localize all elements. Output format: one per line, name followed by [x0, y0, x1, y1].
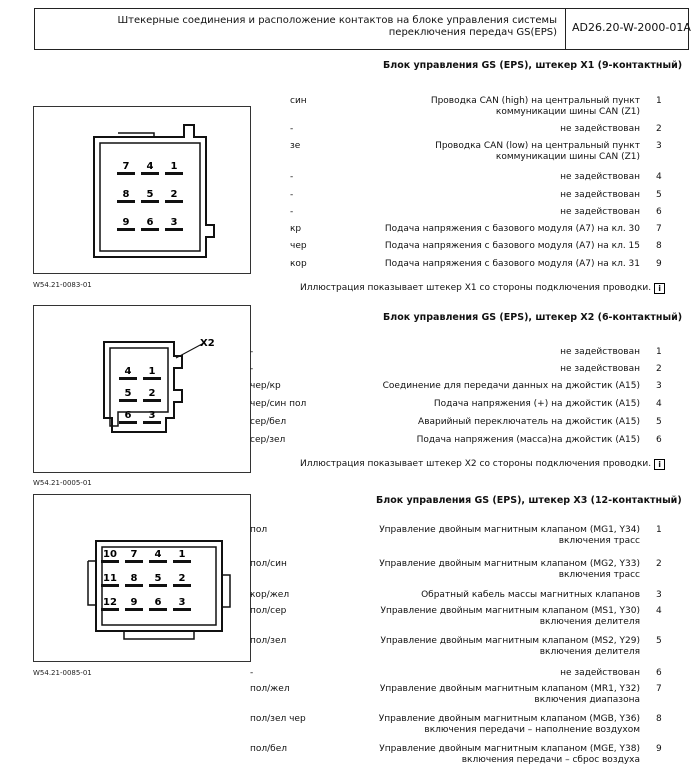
pin-description: не задействован: [560, 364, 640, 374]
pin-label: 6: [146, 217, 154, 228]
pin-label: 4: [124, 366, 132, 377]
pin-label: 2: [178, 573, 186, 584]
pin-number: 5: [656, 636, 662, 646]
pin-label: 11: [103, 573, 117, 584]
pin-slot: [173, 560, 191, 563]
pin-slot: [143, 421, 161, 424]
connector-x3-drawing: [34, 495, 250, 661]
pin-slot: [125, 584, 143, 587]
pin-slot: [141, 228, 159, 231]
wire-color: -: [250, 347, 254, 357]
pin-description: Обратный кабель массы магнитных клапанов: [421, 590, 640, 600]
wire-color: чер/кр: [250, 381, 281, 391]
pin-label: 7: [122, 161, 130, 172]
pin-description: Управление двойным магнитным клапаном (MR1, Y32) включения диапазона: [379, 684, 640, 705]
diagram-code-x2: W54.21-0005-01: [33, 479, 92, 487]
pin-label: 4: [146, 161, 154, 172]
pin-label: 5: [154, 573, 162, 584]
pin-label: 8: [122, 189, 130, 200]
wire-color: син: [290, 96, 307, 106]
wire-color: -: [290, 207, 294, 217]
pin-description: Управление двойным магнитным клапаном (MS2, Y29) включения делителя: [380, 636, 640, 657]
pin-slot: [101, 584, 119, 587]
pin-number: 7: [656, 224, 662, 234]
wire-color: пол/бел: [250, 744, 288, 754]
pin-row: [250, 744, 670, 766]
wire-color: -: [290, 172, 294, 182]
pin-label: 12: [103, 597, 117, 608]
pin-slot: [173, 584, 191, 587]
pin-label: 3: [148, 410, 156, 421]
pin-number: 3: [656, 141, 662, 151]
pin-number: 3: [656, 381, 662, 391]
pin-slot: [143, 399, 161, 402]
connector-x1-drawing: [34, 107, 250, 273]
pin-label: 6: [154, 597, 162, 608]
pin-slot: [117, 172, 135, 175]
pin-description: не задействован: [560, 668, 640, 678]
section-title-x1: Блок управления GS (EPS), штекер X1 (9-контактный): [383, 60, 683, 71]
pin-row: [290, 96, 670, 118]
pin-label: 8: [130, 573, 138, 584]
pin-row: [250, 417, 670, 428]
pin-number: 2: [656, 559, 662, 569]
connector-x2-drawing: [34, 306, 250, 472]
wire-color: -: [250, 364, 254, 374]
pin-slot: [119, 377, 137, 380]
pin-number: 5: [656, 190, 662, 200]
pin-number: 3: [656, 590, 662, 600]
note-x1-text: Иллюстрация показывает штекер X1 со стороны подключения проводки.: [300, 283, 652, 293]
info-icon: i: [654, 459, 665, 470]
pin-number: 8: [656, 714, 662, 724]
pin-slot: [101, 608, 119, 611]
pin-row: [250, 590, 670, 601]
pin-label: 9: [122, 217, 130, 228]
connector-x2-diagram: [33, 305, 251, 473]
pin-row: [250, 399, 670, 410]
pin-description: Аварийный переключатель на джойстик (A15): [418, 417, 640, 427]
wire-color: сер/бел: [250, 417, 287, 427]
pin-slot: [117, 228, 135, 231]
pin-label: 10: [103, 549, 117, 560]
pin-description: Соединение для передачи данных на джойстик (A15): [382, 381, 640, 391]
document-code: AD26.20-W-2000-01A: [572, 21, 691, 34]
wire-color: -: [290, 190, 294, 200]
pin-description: Управление двойным магнитным клапаном (MGE, Y38) включения передачи – сброс воздуха: [379, 744, 640, 765]
pin-label: 7: [130, 549, 138, 560]
wire-color: -: [250, 668, 254, 678]
connector-x3-diagram: [33, 494, 251, 662]
section-title-x3: Блок управления GS (EPS), штекер X3 (12-контактный): [376, 495, 682, 506]
diagram-code-x1: W54.21-0083-01: [33, 281, 92, 289]
pin-description: Управление двойным магнитным клапаном (MG2, Y33) включения трасс: [379, 559, 640, 580]
pin-slot: [125, 560, 143, 563]
pin-slot: [125, 608, 143, 611]
pin-row: [290, 259, 670, 270]
pin-slot: [149, 608, 167, 611]
header-title: Штекерные соединения и расположение контактов на блоке управления системы переключения передач GS(EPS): [117, 15, 557, 38]
pin-row: [250, 668, 670, 679]
pin-description: Управление двойным магнитным клапаном (MS1, Y30) включения делителя: [380, 606, 640, 627]
pin-number: 1: [656, 525, 662, 535]
pin-slot: [101, 560, 119, 563]
pin-row: [290, 172, 670, 183]
pin-row: [250, 435, 670, 446]
pin-description: не задействован: [560, 190, 640, 200]
pin-number: 8: [656, 241, 662, 251]
section-title-x2: Блок управления GS (EPS), штекер X2 (6-контактный): [383, 312, 683, 323]
wire-color: -: [290, 124, 294, 134]
pin-slot: [119, 399, 137, 402]
pin-row: [290, 190, 670, 201]
pin-row: [250, 684, 670, 706]
wire-color: чер: [290, 241, 307, 251]
pin-number: 1: [656, 96, 662, 106]
pin-row: [250, 381, 670, 392]
pin-label: 1: [170, 161, 178, 172]
pin-slot: [149, 584, 167, 587]
pin-slot: [149, 560, 167, 563]
wire-color: пол: [250, 525, 268, 535]
pin-description: Управление двойным магнитным клапаном (MGB, Y36) включения передачи – наполнение воздухом: [378, 714, 640, 735]
note-x2: [300, 459, 665, 470]
pin-label: 5: [146, 189, 154, 200]
pin-row: [250, 525, 670, 547]
pin-row: [250, 636, 670, 658]
pin-description: не задействован: [560, 172, 640, 182]
pin-number: 6: [656, 207, 662, 217]
pin-description: Управление двойным магнитным клапаном (MG1, Y34) включения трасс: [379, 525, 640, 546]
pin-slot: [143, 377, 161, 380]
pin-number: 2: [656, 124, 662, 134]
pin-slot: [117, 200, 135, 203]
pin-description: Подача напряжения (масса)на джойстик (A15): [416, 435, 640, 445]
pin-row: [290, 141, 670, 163]
pin-number: 6: [656, 668, 662, 678]
pin-number: 4: [656, 172, 662, 182]
wire-color: кор: [290, 259, 307, 269]
info-icon: i: [654, 283, 665, 294]
pin-slot: [165, 200, 183, 203]
pin-label: 3: [178, 597, 186, 608]
pin-slot: [141, 172, 159, 175]
pin-description: Подача напряжения с базового модуля (A7) на кл. 31: [384, 259, 640, 269]
wire-color: пол/зел: [250, 636, 287, 646]
pin-row: [250, 714, 670, 736]
pin-number: 6: [656, 435, 662, 445]
note-x1: [300, 283, 665, 294]
pin-label: 1: [178, 549, 186, 560]
pin-number: 9: [656, 744, 662, 754]
wire-color: кр: [290, 224, 302, 234]
pin-number: 4: [656, 399, 662, 409]
pin-description: Проводка CAN (low) на центральный пункт коммуникации шины CAN (Z1): [435, 141, 640, 162]
pin-label: 5: [124, 388, 132, 399]
pin-number: 7: [656, 684, 662, 694]
pin-row: [250, 559, 670, 581]
pin-label: 1: [148, 366, 156, 377]
header-code-box: [565, 8, 689, 50]
pin-slot: [165, 228, 183, 231]
wire-color: кор/жел: [250, 590, 290, 600]
wire-color: пол/син: [250, 559, 287, 569]
wire-color: чер/син пол: [250, 399, 307, 409]
pin-slot: [165, 172, 183, 175]
wire-color: сер/зел: [250, 435, 286, 445]
pin-row: [250, 606, 670, 628]
pin-description: Проводка CAN (high) на центральный пункт коммуникации шины CAN (Z1): [430, 96, 640, 117]
pin-label: 9: [130, 597, 138, 608]
header-title-box: [34, 8, 566, 50]
pin-slot: [119, 421, 137, 424]
pin-label: 4: [154, 549, 162, 560]
pin-description: Подача напряжения с базового модуля (A7) на кл. 30: [384, 224, 640, 234]
pin-row: [250, 364, 670, 375]
pin-description: не задействован: [560, 207, 640, 217]
pin-description: не задействован: [560, 124, 640, 134]
pin-row: [250, 347, 670, 358]
connector-x1-diagram: [33, 106, 251, 274]
pin-number: 4: [656, 606, 662, 616]
pin-row: [290, 207, 670, 218]
diagram-code-x3: W54.21-0085-01: [33, 669, 92, 677]
note-x2-text: Иллюстрация показывает штекер X2 со стороны подключения проводки.: [300, 459, 652, 469]
pin-row: [290, 241, 670, 252]
wire-color: пол/зел чер: [250, 714, 306, 724]
pin-label: 2: [148, 388, 156, 399]
pin-slot: [141, 200, 159, 203]
pin-label: 6: [124, 410, 132, 421]
pin-slot: [173, 608, 191, 611]
pin-row: [290, 224, 670, 235]
pin-number: 9: [656, 259, 662, 269]
wire-color: зе: [290, 141, 301, 151]
pin-label: 2: [170, 189, 178, 200]
connector-x2-label: X2: [200, 338, 215, 349]
wire-color: пол/жел: [250, 684, 290, 694]
pin-number: 1: [656, 347, 662, 357]
wire-color: пол/сер: [250, 606, 287, 616]
pin-row: [290, 124, 670, 135]
pin-description: Подача напряжения с базового модуля (A7) на кл. 15: [384, 241, 640, 251]
pin-number: 2: [656, 364, 662, 374]
pin-label: 3: [170, 217, 178, 228]
pin-description: Подача напряжения (+) на джойстик (A15): [433, 399, 640, 409]
pin-number: 5: [656, 417, 662, 427]
pin-description: не задействован: [560, 347, 640, 357]
